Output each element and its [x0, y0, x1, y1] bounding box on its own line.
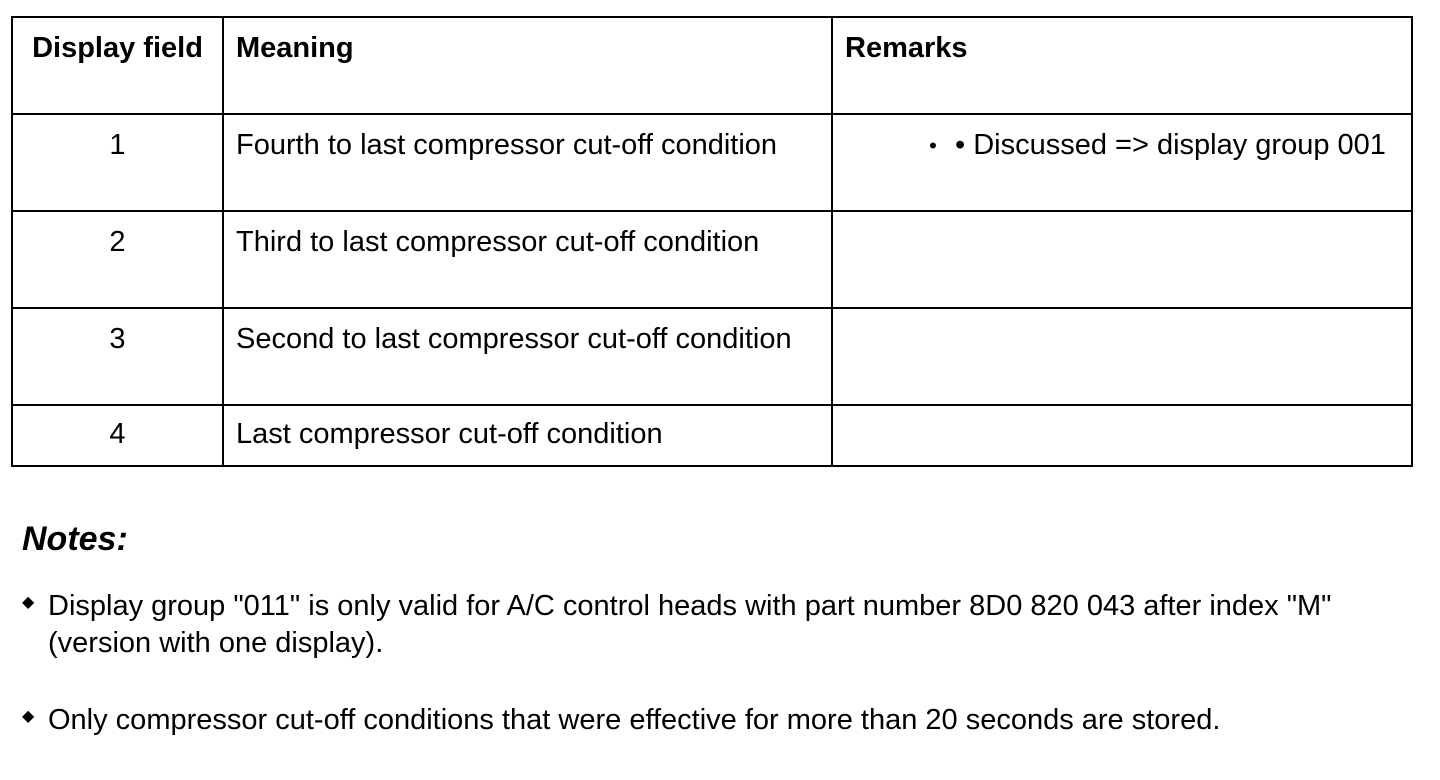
meaning-cell: Second to last compressor cut-off condition [223, 308, 832, 405]
remark-list-item [845, 127, 1399, 164]
note-text: Display group "011" is only valid for A/C control heads with part number 8D0 820 043 after index "M" (version with one display). [48, 590, 1332, 659]
header-display-field: Display field [12, 17, 223, 114]
display-field-cell: 4 [12, 405, 223, 466]
display-field-cell: 1 [12, 114, 223, 211]
remark-text: • Discussed => display group 001 [955, 129, 1386, 161]
table-row [12, 211, 1412, 308]
meaning-cell: Fourth to last compressor cut-off condition [223, 114, 832, 211]
notes-heading: Notes: [22, 520, 128, 558]
display-field-cell: 3 [12, 308, 223, 405]
remarks-cell [832, 308, 1412, 405]
diamond-bullet-icon: ◆ [22, 708, 35, 725]
table-row [12, 114, 1412, 211]
note-text: Only compressor cut-off conditions that were effective for more than 20 seconds are stored. [48, 704, 1221, 736]
header-remarks: Remarks [832, 17, 1412, 114]
remarks-cell [832, 211, 1412, 308]
display-field-cell: 2 [12, 211, 223, 308]
table-row [12, 308, 1412, 405]
diamond-bullet-icon: ◆ [22, 594, 35, 611]
table-row [12, 405, 1412, 466]
display-group-table [11, 16, 1413, 467]
meaning-cell: Last compressor cut-off condition [223, 405, 832, 466]
note-item [22, 588, 1402, 662]
bullet-icon: • [929, 133, 937, 158]
note-item [22, 702, 1402, 739]
meaning-cell: Third to last compressor cut-off condition [223, 211, 832, 308]
remarks-cell [832, 405, 1412, 466]
table-header-row [12, 17, 1412, 114]
remarks-cell [832, 114, 1412, 211]
header-meaning: Meaning [223, 17, 832, 114]
